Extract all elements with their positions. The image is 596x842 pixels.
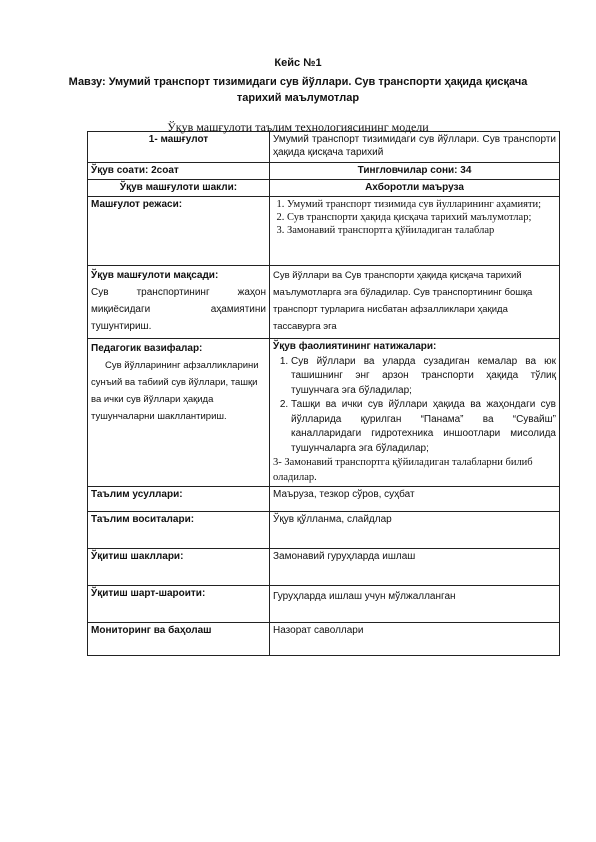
lesson-model-table: [87, 131, 560, 656]
tasks-cell: [88, 339, 270, 487]
tools-label: Таълим воситалари:: [88, 512, 270, 549]
model-caption: Ўқув машғулоти таълим технологиясининг модели: [167, 120, 429, 134]
monitoring-value: Назорат саволлари: [270, 623, 560, 656]
lesson-form-value: Ахборотли маъруза: [270, 180, 560, 197]
conditions-label: Ўқитиш шарт-шароити:: [88, 586, 270, 623]
result-item-3: 3- Замонавий транспортга қўйиладиган талабларни билиб оладилар.: [273, 457, 533, 483]
results-list: [273, 355, 556, 457]
goal-cell: [88, 266, 270, 339]
goal-text: Сув транспортининг жаҳон миқиёсидаги аҳамиятини тушунтириш.: [91, 287, 266, 332]
students-count-cell: Тингловчилар сони: 34: [270, 163, 560, 180]
results-cell: [270, 339, 560, 487]
plan-item: 3. Замонавий транспортга қўйиладиган талаблар: [287, 224, 556, 237]
table-row-conditions: [88, 586, 560, 623]
hours-cell: Ўқув соати: 2соат: [88, 163, 270, 180]
result-item: 1. Сув йўллари ва уларда сузадиган кемалар ва юк ташишнинг энг арзон транспорти ҳақида тўлиқ тушунчага эга бўладилар;: [291, 355, 556, 399]
lesson-form-label: Ўқув машғулоти шакли:: [88, 180, 270, 197]
plan-list: [273, 198, 556, 237]
teaching-forms-label: Ўқитиш шакллари:: [88, 549, 270, 586]
tasks-label: Педагогик вазифалар:: [91, 343, 203, 354]
result-item: 2. Ташқи ва ички сув йўллари ҳақида ва жаҳондаги сув йўлларида қурилган “Панама” ва “Сувайш” каналларидаги гидротехника иншоотлари мисолида тушунчаларга эга бўладилар;: [291, 398, 556, 456]
results-label: Ўқув фаолиятининг натижалари:: [273, 341, 437, 352]
case-title: Кейс №1: [274, 57, 322, 69]
table-row-tools: [88, 512, 560, 549]
plan-label: Машғулот режаси:: [88, 197, 270, 266]
table-row-tasks: [88, 339, 560, 487]
lesson-topic-cell: Умумий транспорт тизимидаги сув йўллари. Сув транспорти ҳақида қисқача тарихий: [270, 132, 560, 163]
goal-outcome-cell: Сув йўллари ва Сув транспорти ҳақида қисқача тарихий маълумотларга эга бўладилар. Сув транспортининг бошқа транспорт турларига нисбатан афзалликлари ҳақида тассавурга эга: [270, 266, 560, 339]
table-row-hours: [88, 163, 560, 180]
methods-value: Маъруза, тезкор сўров, суҳбат: [270, 487, 560, 512]
lesson-number-cell: 1- машғулот: [88, 132, 270, 163]
table-row-goal: [88, 266, 560, 339]
plan-item: 1. Умумий транспорт тизимида сув йулларининг аҳамияти;: [287, 198, 556, 211]
tools-value: Ўқув қўлланма, слайдлар: [270, 512, 560, 549]
plan-item: 2. Сув транспорти ҳақида қисқача тарихий маълумотлар;: [287, 211, 556, 224]
table-row-forms: [88, 549, 560, 586]
monitoring-label: Мониторинг ва баҳолаш: [88, 623, 270, 656]
plan-cell: [270, 197, 560, 266]
table-row-monitoring: [88, 623, 560, 656]
table-row-methods: [88, 487, 560, 512]
table-row-lesson: [88, 132, 560, 163]
methods-label: Таълим усуллари:: [88, 487, 270, 512]
case-subtitle: Мавзу: Умумий транспорт тизимидаги сув йўллари. Сув транспорти ҳақида қисқача тарихий маълумотлар: [68, 76, 528, 104]
teaching-forms-value: Замонавий гуруҳларда ишлаш: [270, 549, 560, 586]
goal-label: Ўқув машғулоти мақсади:: [91, 270, 219, 281]
table-row-form: [88, 180, 560, 197]
table-row-plan: [88, 197, 560, 266]
conditions-value: Гуруҳларда ишлаш учун мўлжалланган: [270, 586, 560, 623]
tasks-text: Сув йўлларининг афзалликларини сунъий ва табиий сув йўллари, ташқи ва ички сув йўллари ҳақида тушунчаларни шакллантириш.: [91, 360, 259, 422]
